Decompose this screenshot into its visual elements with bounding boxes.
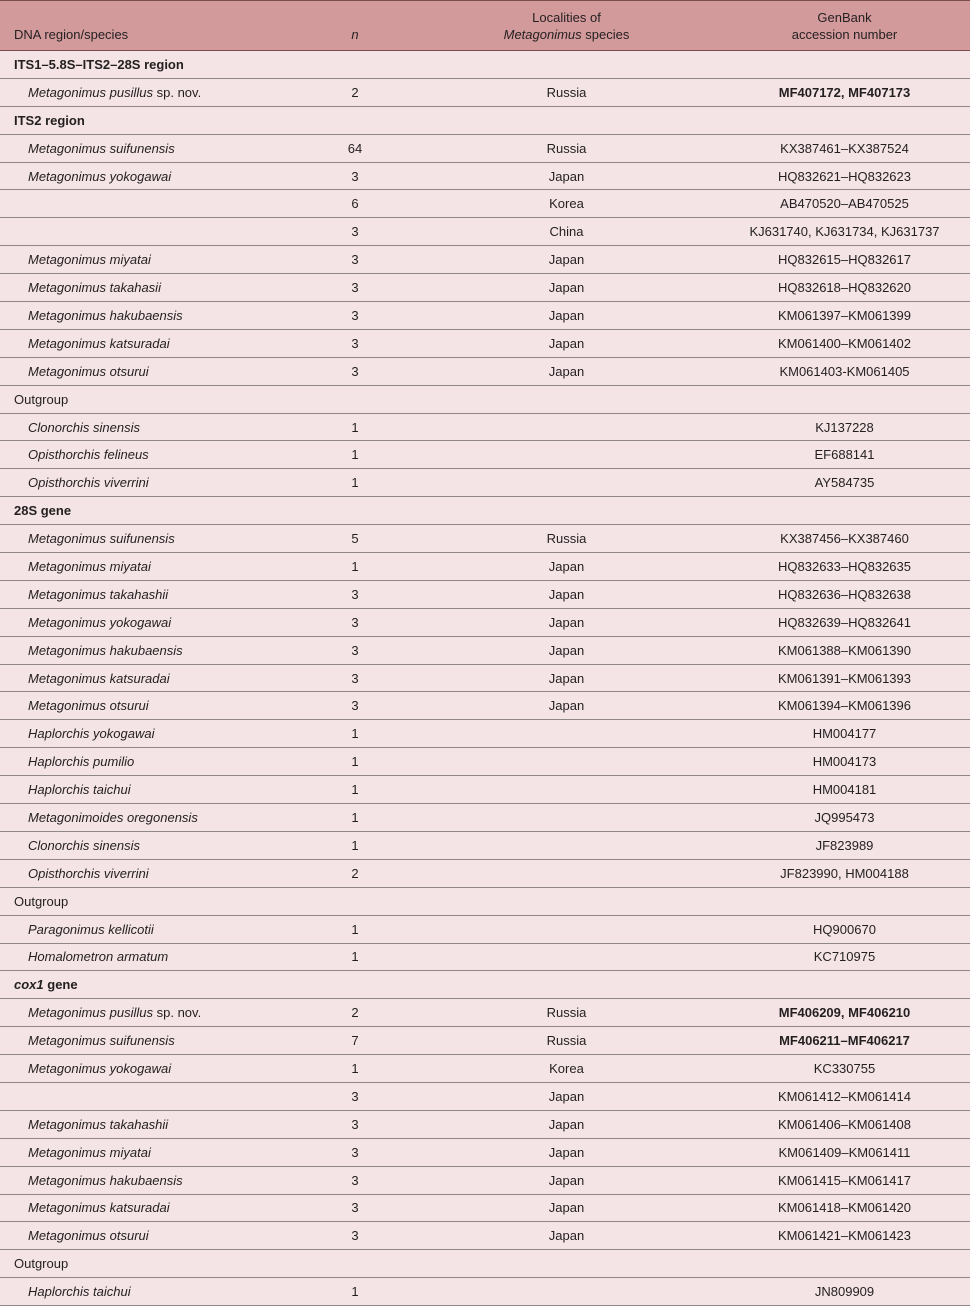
group-label: Outgroup bbox=[0, 887, 970, 915]
table-row bbox=[0, 831, 970, 859]
species-cell bbox=[0, 246, 296, 274]
species-name: Clonorchis sinensis bbox=[28, 837, 140, 853]
sample-count: 7 bbox=[296, 1027, 414, 1055]
accession-number: KM061394–KM061396 bbox=[719, 692, 970, 720]
species-cell bbox=[0, 1027, 296, 1055]
species-name: Metagonimus miyatai bbox=[28, 558, 151, 574]
species-cell bbox=[0, 441, 296, 469]
locality bbox=[414, 413, 719, 441]
accession-number: KM061418–KM061420 bbox=[719, 1194, 970, 1222]
sample-count: 2 bbox=[296, 999, 414, 1027]
header-accession-line2: accession number bbox=[791, 26, 898, 42]
table-row bbox=[0, 859, 970, 887]
table-row bbox=[0, 1110, 970, 1138]
species-name: Metagonimus yokogawai bbox=[28, 614, 172, 630]
species-name: Opisthorchis viverrini bbox=[28, 865, 149, 881]
sample-count: 3 bbox=[296, 329, 414, 357]
species-name: Haplorchis yokogawai bbox=[28, 726, 155, 742]
accession-number: AY584735 bbox=[719, 469, 970, 497]
species-cell bbox=[0, 915, 296, 943]
species-name: Metagonimus suifunensis bbox=[28, 1033, 175, 1049]
accession-number: KC330755 bbox=[719, 1055, 970, 1083]
species-name: Metagonimus hakubaensis bbox=[28, 307, 183, 323]
accession-number: KM061388–KM061390 bbox=[719, 636, 970, 664]
table-row bbox=[0, 441, 970, 469]
table-row bbox=[0, 580, 970, 608]
locality: Russia bbox=[414, 525, 719, 553]
sample-count: 3 bbox=[296, 162, 414, 190]
species-name: Opisthorchis felineus bbox=[28, 447, 149, 463]
accession-number: KX387456–KX387460 bbox=[719, 525, 970, 553]
sample-count: 1 bbox=[296, 748, 414, 776]
species-name: Metagonimus takahashii bbox=[28, 586, 169, 602]
table-row bbox=[0, 943, 970, 971]
table-row bbox=[0, 1166, 970, 1194]
table-row bbox=[0, 469, 970, 497]
table-row bbox=[0, 1222, 970, 1250]
header-n: n bbox=[296, 1, 414, 51]
locality: Russia bbox=[414, 134, 719, 162]
section-row bbox=[0, 51, 970, 79]
locality: Japan bbox=[414, 580, 719, 608]
sample-count: 3 bbox=[296, 1110, 414, 1138]
species-cell bbox=[0, 134, 296, 162]
species-name: Metagonimus takahasii bbox=[28, 280, 161, 296]
locality: Korea bbox=[414, 190, 719, 218]
table-row bbox=[0, 804, 970, 832]
species-cell bbox=[0, 1055, 296, 1083]
locality bbox=[414, 720, 719, 748]
locality: Japan bbox=[414, 162, 719, 190]
sample-count: 1 bbox=[296, 943, 414, 971]
species-name: Metagonimus suifunensis bbox=[28, 531, 175, 547]
accession-number: KM061403-KM061405 bbox=[719, 357, 970, 385]
header-localities-genus: Metagonimus bbox=[503, 26, 582, 42]
sample-count: 1 bbox=[296, 720, 414, 748]
species-name: Metagonimus yokogawai bbox=[28, 168, 172, 184]
table-row bbox=[0, 692, 970, 720]
sample-count: 1 bbox=[296, 804, 414, 832]
species-name: Metagonimoides oregonensis bbox=[28, 809, 198, 825]
locality: Japan bbox=[414, 274, 719, 302]
accession-number: MF407172, MF407173 bbox=[719, 78, 970, 106]
accession-number: KM061415–KM061417 bbox=[719, 1166, 970, 1194]
species-cell bbox=[0, 1222, 296, 1250]
table-row bbox=[0, 999, 970, 1027]
species-cell bbox=[0, 302, 296, 330]
species-cell bbox=[0, 1166, 296, 1194]
sample-count: 3 bbox=[296, 636, 414, 664]
species-suffix: sp. nov. bbox=[153, 1005, 202, 1021]
table-row bbox=[0, 1055, 970, 1083]
accession-number: JQ995473 bbox=[719, 804, 970, 832]
species-name: Metagonimus hakubaensis bbox=[28, 642, 183, 658]
section-label: ITS1–5.8S–ITS2–28S region bbox=[0, 51, 970, 79]
sample-count: 3 bbox=[296, 1082, 414, 1110]
accession-number: KM061397–KM061399 bbox=[719, 302, 970, 330]
locality: Korea bbox=[414, 1055, 719, 1083]
accession-number: KM061412–KM061414 bbox=[719, 1082, 970, 1110]
table-row bbox=[0, 329, 970, 357]
locality: Japan bbox=[414, 302, 719, 330]
species-cell bbox=[0, 78, 296, 106]
species-cell bbox=[0, 525, 296, 553]
sample-count: 1 bbox=[296, 413, 414, 441]
species-cell bbox=[0, 553, 296, 581]
species-name: Metagonimus katsuradai bbox=[28, 335, 170, 351]
table-row bbox=[0, 1138, 970, 1166]
locality: Japan bbox=[414, 1222, 719, 1250]
locality: Russia bbox=[414, 1027, 719, 1055]
sample-count: 3 bbox=[296, 274, 414, 302]
species-cell bbox=[0, 1138, 296, 1166]
species-cell bbox=[0, 329, 296, 357]
section-label-italic: cox1 bbox=[14, 977, 44, 993]
sample-count: 1 bbox=[296, 1278, 414, 1306]
locality: Japan bbox=[414, 692, 719, 720]
species-cell bbox=[0, 357, 296, 385]
group-label: Outgroup bbox=[0, 385, 970, 413]
sample-count: 1 bbox=[296, 553, 414, 581]
sample-count: 3 bbox=[296, 246, 414, 274]
sample-count: 3 bbox=[296, 302, 414, 330]
sample-count: 64 bbox=[296, 134, 414, 162]
sample-count: 3 bbox=[296, 1166, 414, 1194]
header-localities bbox=[414, 1, 719, 51]
table-row bbox=[0, 302, 970, 330]
table-row bbox=[0, 1194, 970, 1222]
species-cell bbox=[0, 413, 296, 441]
accession-number: KM061406–KM061408 bbox=[719, 1110, 970, 1138]
sample-count: 3 bbox=[296, 608, 414, 636]
group-row bbox=[0, 887, 970, 915]
table-header bbox=[0, 1, 970, 51]
accession-number: HQ832618–HQ832620 bbox=[719, 274, 970, 302]
species-cell bbox=[0, 720, 296, 748]
locality bbox=[414, 859, 719, 887]
sample-count: 3 bbox=[296, 1222, 414, 1250]
species-name: Metagonimus otsurui bbox=[28, 698, 149, 714]
species-cell bbox=[0, 1278, 296, 1306]
species-cell bbox=[0, 776, 296, 804]
accession-number: MF406211–MF406217 bbox=[719, 1027, 970, 1055]
sample-count: 3 bbox=[296, 1138, 414, 1166]
species-cell bbox=[0, 748, 296, 776]
table-row bbox=[0, 1082, 970, 1110]
table-row bbox=[0, 720, 970, 748]
locality: Russia bbox=[414, 999, 719, 1027]
table-row bbox=[0, 134, 970, 162]
locality bbox=[414, 776, 719, 804]
species-cell bbox=[0, 664, 296, 692]
species-name: Haplorchis pumilio bbox=[28, 754, 135, 770]
accession-number: KM061421–KM061423 bbox=[719, 1222, 970, 1250]
sample-count: 1 bbox=[296, 915, 414, 943]
species-name: Haplorchis taichui bbox=[28, 1284, 131, 1300]
species-name: Metagonimus otsurui bbox=[28, 1228, 149, 1244]
sample-count: 1 bbox=[296, 441, 414, 469]
species-name: Metagonimus otsurui bbox=[28, 363, 149, 379]
accession-number: AB470520–AB470525 bbox=[719, 190, 970, 218]
sample-count: 1 bbox=[296, 1055, 414, 1083]
species-cell bbox=[0, 469, 296, 497]
accession-number: KM061400–KM061402 bbox=[719, 329, 970, 357]
locality: China bbox=[414, 218, 719, 246]
table-body bbox=[0, 51, 970, 1306]
species-name: Metagonimus miyatai bbox=[28, 1144, 151, 1160]
locality bbox=[414, 441, 719, 469]
species-name: Haplorchis taichui bbox=[28, 782, 131, 798]
species-name: Opisthorchis viverrini bbox=[28, 475, 149, 491]
locality: Japan bbox=[414, 1194, 719, 1222]
locality bbox=[414, 831, 719, 859]
species-name: Metagonimus pusillus bbox=[28, 84, 154, 100]
species-cell bbox=[0, 190, 296, 218]
species-name: Metagonimus katsuradai bbox=[28, 670, 170, 686]
species-cell bbox=[0, 1082, 296, 1110]
sample-count: 3 bbox=[296, 1194, 414, 1222]
accession-number: KM061391–KM061393 bbox=[719, 664, 970, 692]
accession-number: HQ832636–HQ832638 bbox=[719, 580, 970, 608]
header-localities-line1: Localities of bbox=[532, 9, 601, 25]
header-accession bbox=[719, 1, 970, 51]
species-cell bbox=[0, 831, 296, 859]
locality: Japan bbox=[414, 664, 719, 692]
sample-count: 5 bbox=[296, 525, 414, 553]
section-row bbox=[0, 106, 970, 134]
section-label bbox=[0, 971, 970, 999]
table-row bbox=[0, 748, 970, 776]
locality: Japan bbox=[414, 329, 719, 357]
locality: Japan bbox=[414, 636, 719, 664]
section-label: ITS2 region bbox=[0, 106, 970, 134]
table-row bbox=[0, 246, 970, 274]
sample-count: 2 bbox=[296, 78, 414, 106]
sample-count: 2 bbox=[296, 859, 414, 887]
sample-count: 3 bbox=[296, 357, 414, 385]
accession-number: HM004173 bbox=[719, 748, 970, 776]
table-row bbox=[0, 553, 970, 581]
species-cell bbox=[0, 859, 296, 887]
table-row bbox=[0, 525, 970, 553]
sample-count: 6 bbox=[296, 190, 414, 218]
locality: Japan bbox=[414, 553, 719, 581]
table-row bbox=[0, 413, 970, 441]
accession-number: JN809909 bbox=[719, 1278, 970, 1306]
accession-number: KC710975 bbox=[719, 943, 970, 971]
accession-number: KM061409–KM061411 bbox=[719, 1138, 970, 1166]
sample-count: 1 bbox=[296, 469, 414, 497]
species-name: Clonorchis sinensis bbox=[28, 419, 140, 435]
locality: Russia bbox=[414, 78, 719, 106]
table-row bbox=[0, 776, 970, 804]
header-accession-line1: GenBank bbox=[817, 9, 872, 25]
sample-count: 3 bbox=[296, 692, 414, 720]
table-row bbox=[0, 357, 970, 385]
species-cell bbox=[0, 608, 296, 636]
species-suffix: sp. nov. bbox=[153, 84, 202, 100]
accession-number: HM004181 bbox=[719, 776, 970, 804]
species-cell bbox=[0, 804, 296, 832]
table-row bbox=[0, 78, 970, 106]
species-name: Metagonimus hakubaensis bbox=[28, 1172, 183, 1188]
locality bbox=[414, 804, 719, 832]
locality: Japan bbox=[414, 246, 719, 274]
table-row bbox=[0, 190, 970, 218]
table-row bbox=[0, 1027, 970, 1055]
species-cell bbox=[0, 999, 296, 1027]
table-row bbox=[0, 1278, 970, 1306]
species-cell bbox=[0, 274, 296, 302]
group-row bbox=[0, 385, 970, 413]
table-row bbox=[0, 915, 970, 943]
species-cell bbox=[0, 943, 296, 971]
locality: Japan bbox=[414, 1082, 719, 1110]
section-label: 28S gene bbox=[0, 497, 970, 525]
species-cell bbox=[0, 692, 296, 720]
table-row bbox=[0, 274, 970, 302]
species-cell bbox=[0, 218, 296, 246]
locality bbox=[414, 915, 719, 943]
section-label-suffix: gene bbox=[43, 977, 78, 993]
accession-number: HM004177 bbox=[719, 720, 970, 748]
accession-number: KJ137228 bbox=[719, 413, 970, 441]
species-cell bbox=[0, 636, 296, 664]
species-name: Metagonimus takahashii bbox=[28, 1116, 169, 1132]
accession-number: JF823989 bbox=[719, 831, 970, 859]
table-row bbox=[0, 608, 970, 636]
accession-number: MF406209, MF406210 bbox=[719, 999, 970, 1027]
accession-number: HQ832633–HQ832635 bbox=[719, 553, 970, 581]
locality bbox=[414, 469, 719, 497]
table-row bbox=[0, 218, 970, 246]
accession-number: HQ832615–HQ832617 bbox=[719, 246, 970, 274]
accession-number: KX387461–KX387524 bbox=[719, 134, 970, 162]
accession-number: JF823990, HM004188 bbox=[719, 859, 970, 887]
species-name: Metagonimus yokogawai bbox=[28, 1061, 172, 1076]
species-cell bbox=[0, 1110, 296, 1138]
accession-number: HQ832621–HQ832623 bbox=[719, 162, 970, 190]
accession-number: HQ832639–HQ832641 bbox=[719, 608, 970, 636]
table-row bbox=[0, 636, 970, 664]
accession-number: EF688141 bbox=[719, 441, 970, 469]
locality: Japan bbox=[414, 357, 719, 385]
locality bbox=[414, 1278, 719, 1306]
species-name: Metagonimus suifunensis bbox=[28, 140, 175, 156]
section-row bbox=[0, 971, 970, 999]
table-row bbox=[0, 664, 970, 692]
sample-count: 3 bbox=[296, 580, 414, 608]
header-localities-rest: species bbox=[581, 26, 630, 42]
group-label: Outgroup bbox=[0, 1250, 970, 1278]
group-row bbox=[0, 1250, 970, 1278]
sample-count: 1 bbox=[296, 831, 414, 859]
sample-count: 3 bbox=[296, 664, 414, 692]
locality bbox=[414, 748, 719, 776]
species-name: Metagonimus katsuradai bbox=[28, 1200, 170, 1216]
accession-number: HQ900670 bbox=[719, 915, 970, 943]
species-cell bbox=[0, 1194, 296, 1222]
species-name: Paragonimus kellicotii bbox=[28, 921, 154, 937]
sample-count: 3 bbox=[296, 218, 414, 246]
species-name: Metagonimus miyatai bbox=[28, 252, 151, 268]
table-row bbox=[0, 162, 970, 190]
species-cell bbox=[0, 162, 296, 190]
species-name: Homalometron armatum bbox=[28, 949, 169, 965]
accession-number: KJ631740, KJ631734, KJ631737 bbox=[719, 218, 970, 246]
locality: Japan bbox=[414, 1166, 719, 1194]
locality: Japan bbox=[414, 1110, 719, 1138]
locality: Japan bbox=[414, 608, 719, 636]
locality bbox=[414, 943, 719, 971]
species-name: Metagonimus pusillus bbox=[28, 1005, 154, 1021]
header-dna-region: DNA region/species bbox=[0, 1, 296, 51]
species-cell bbox=[0, 580, 296, 608]
section-row bbox=[0, 497, 970, 525]
locality: Japan bbox=[414, 1138, 719, 1166]
sample-count: 1 bbox=[296, 776, 414, 804]
